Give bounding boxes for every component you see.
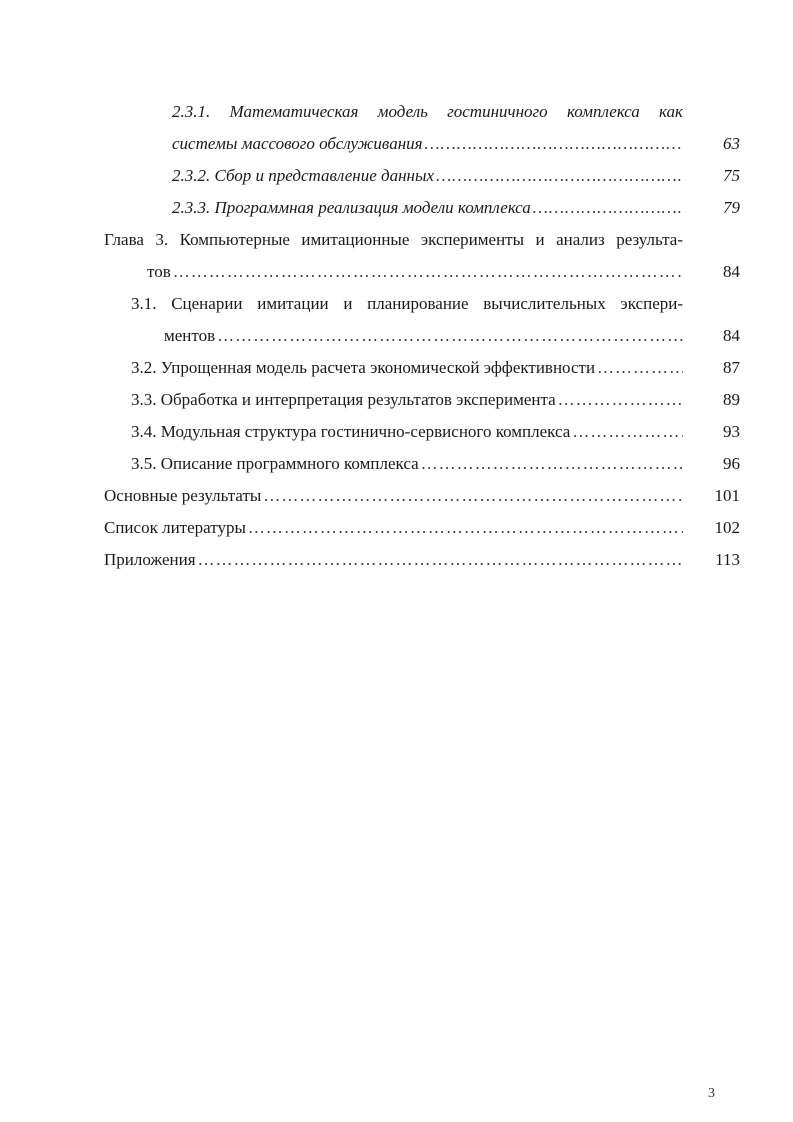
toc-entry-title: 3.4. Модульная структура гостинично-сервисного комплекса xyxy=(131,422,571,441)
dot-leader xyxy=(173,256,683,288)
toc-entry-title: 3.5. Описание программного комплекса xyxy=(131,454,419,473)
toc-entry-title: 2.3.2. Сбор и представление данных xyxy=(172,166,435,185)
toc-entry-3-1[interactable] xyxy=(104,288,740,352)
dot-leader xyxy=(421,448,683,480)
toc-entry-2-3-2[interactable] xyxy=(104,160,740,192)
toc-entry-row xyxy=(131,320,740,352)
toc-entry-title: Список литературы xyxy=(104,518,246,537)
dot-leader xyxy=(248,512,683,544)
page-number: 3 xyxy=(708,1086,715,1101)
dot-leader xyxy=(533,192,683,224)
toc-page-number: 101 xyxy=(714,486,740,505)
dot-leader xyxy=(572,416,683,448)
toc-entry-2-3-3[interactable] xyxy=(104,192,740,224)
toc-entry-appendices[interactable] xyxy=(104,544,740,576)
toc-entry-title: Приложения xyxy=(104,550,196,569)
dot-leader xyxy=(217,320,683,352)
toc-entry-row xyxy=(172,160,740,192)
toc-page-number: 75 xyxy=(723,166,740,185)
toc-entry-title-continued: тов xyxy=(147,262,171,281)
toc-entry-row xyxy=(104,256,740,288)
toc-page-number: 79 xyxy=(723,198,740,217)
toc-page-number: 84 xyxy=(723,262,740,281)
toc-entry-title-continued: ментов xyxy=(164,326,216,345)
toc-entry-3-4[interactable] xyxy=(104,416,740,448)
dot-leader xyxy=(198,544,683,576)
toc-entry-title: Глава 3. Компьютерные имитационные эксперименты и анализ результа- xyxy=(104,230,683,249)
dot-leader xyxy=(597,352,683,384)
toc-entry-row xyxy=(104,512,740,544)
toc-entry-row xyxy=(131,416,740,448)
dot-leader xyxy=(436,160,683,192)
toc-page-number: 102 xyxy=(714,518,740,537)
table-of-contents xyxy=(104,96,740,576)
toc-entry-3-5[interactable] xyxy=(104,448,740,480)
toc-entry-row xyxy=(104,544,740,576)
toc-entry-3-2[interactable] xyxy=(104,352,740,384)
toc-entry-main-results[interactable] xyxy=(104,480,740,512)
toc-entry-row xyxy=(172,128,740,160)
toc-entry-row xyxy=(172,192,740,224)
toc-entry-title: 3.2. Упрощенная модель расчета экономической эффективности xyxy=(131,358,596,377)
toc-entry-3-3[interactable] xyxy=(104,384,740,416)
toc-page-number: 93 xyxy=(723,422,740,441)
toc-page-number: 89 xyxy=(723,390,740,409)
toc-entry-2-3-1[interactable] xyxy=(104,96,740,160)
toc-page-number: 84 xyxy=(723,326,740,345)
toc-entry-title-continued: системы массового обслуживания xyxy=(172,134,423,153)
toc-entry-row xyxy=(131,448,740,480)
toc-entry-row xyxy=(131,384,740,416)
toc-entry-row xyxy=(104,480,740,512)
dot-leader xyxy=(425,128,683,160)
toc-entry-title: Основные результаты xyxy=(104,486,262,505)
toc-entry-bibliography[interactable] xyxy=(104,512,740,544)
dot-leader xyxy=(263,480,683,512)
toc-entry-title: 2.3.3. Программная реализация модели комплекса xyxy=(172,198,531,217)
dot-leader xyxy=(558,384,683,416)
toc-page-number: 63 xyxy=(723,134,740,153)
toc-entry-title: 2.3.1. Математическая модель гостиничного комплекса как xyxy=(172,102,683,121)
toc-entry-title: 3.1. Сценарии имитации и планирование вычислительных экспери- xyxy=(131,294,683,313)
toc-page-number: 87 xyxy=(723,358,740,377)
toc-page-number: 113 xyxy=(715,550,740,569)
toc-entry-chapter-3[interactable] xyxy=(104,224,740,288)
toc-page-number: 96 xyxy=(723,454,740,473)
toc-entry-title: 3.3. Обработка и интерпретация результатов эксперимента xyxy=(131,390,556,409)
toc-entry-row xyxy=(131,352,740,384)
